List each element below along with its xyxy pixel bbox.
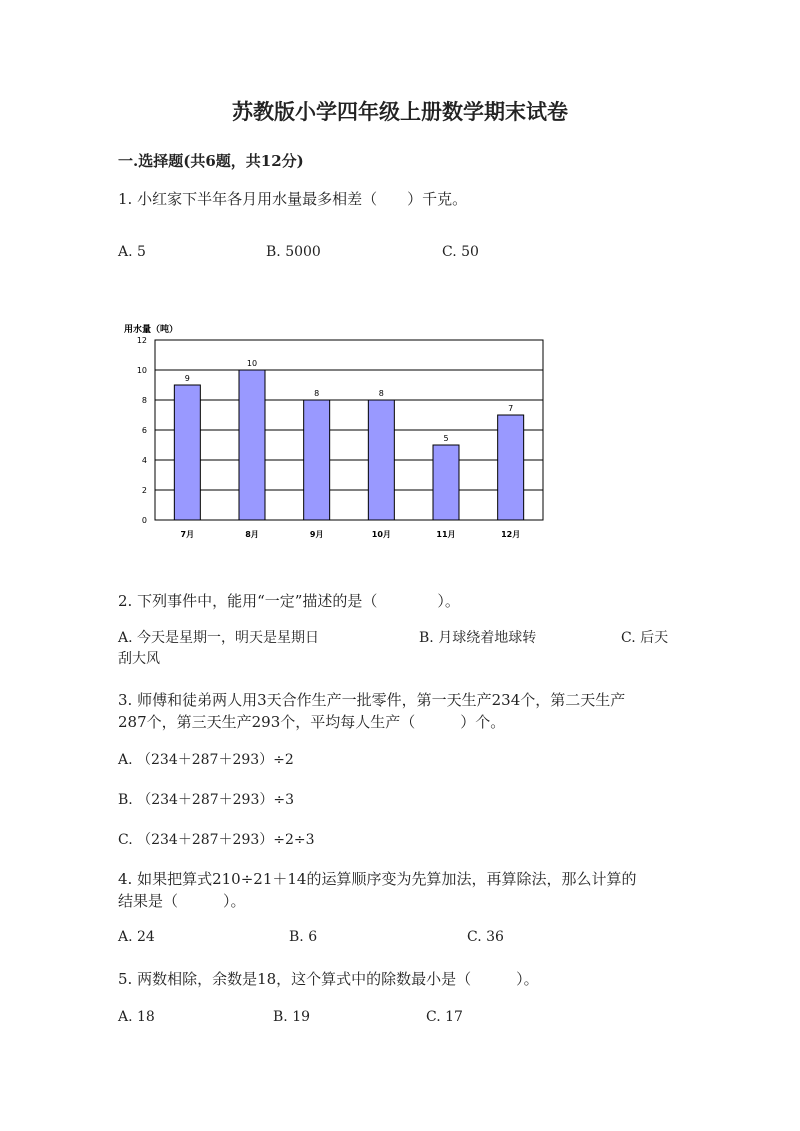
- chart-bar: [498, 415, 524, 520]
- chart-y-tick-label: 2: [141, 486, 147, 495]
- chart-bar: [433, 445, 459, 520]
- page-title: 苏教版小学四年级上册数学期末试卷: [232, 99, 568, 124]
- chart-bars: [174, 370, 523, 520]
- question-3-option-a[interactable]: A. （234＋287＋293）÷2: [118, 752, 294, 768]
- question-5-text: 5. 两数相除，余数是18，这个算式中的除数最小是（ ）。: [118, 970, 539, 988]
- chart-y-axis-label: 用水量（吨）: [124, 325, 179, 335]
- question-2-option-a[interactable]: A. 今天是星期一，明天是星期日: [118, 630, 320, 646]
- question-3-text-line1: 3. 师傅和徒弟两人用3天合作生产一批零件，第一天生产234个，第二天生产: [118, 691, 626, 709]
- chart-y-tick-label: 0: [141, 516, 147, 525]
- question-3-option-c[interactable]: C. （234＋287＋293）÷2÷3: [118, 832, 315, 848]
- question-1-text: 1. 小红家下半年各月用水量最多相差（ ）千克。: [118, 190, 468, 208]
- question-5-option-a[interactable]: A. 18: [118, 1009, 155, 1025]
- chart-x-tick-label: 8月: [245, 530, 259, 539]
- question-1-option-b[interactable]: B. 5000: [266, 244, 321, 260]
- question-3-text-line2: 287个，第三天生产293个，平均每人生产（ ）个。: [118, 713, 506, 731]
- chart-x-tick-label: 10月: [371, 530, 391, 539]
- question-1-option-c[interactable]: C. 50: [442, 244, 479, 260]
- question-4-option-c[interactable]: C. 36: [467, 929, 504, 945]
- chart-data-label: 8: [314, 389, 320, 398]
- chart-y-tick-label: 4: [141, 456, 147, 465]
- question-4-text-line1: 4. 如果把算式210÷21＋14的运算顺序变为先算加法，再算除法，那么计算的: [118, 870, 637, 888]
- chart-data-label: 9: [184, 374, 190, 383]
- chart-x-tick-label: 12月: [501, 530, 521, 539]
- chart-y-ticks: [137, 336, 147, 525]
- chart-x-tick-label: 11月: [436, 530, 456, 539]
- water-usage-chart: [110, 318, 560, 548]
- chart-gridlines: [155, 370, 543, 490]
- question-2-option-c[interactable]: C. 后天: [621, 630, 669, 646]
- question-5-option-b[interactable]: B. 19: [273, 1009, 311, 1025]
- chart-bar: [239, 370, 265, 520]
- chart-x-tick-label: 7月: [180, 530, 195, 539]
- question-5-option-c[interactable]: C. 17: [426, 1009, 463, 1025]
- question-3-option-b[interactable]: B. （234＋287＋293）÷3: [118, 792, 294, 808]
- question-1-option-a[interactable]: A. 5: [118, 244, 146, 260]
- chart-data-label: 10: [246, 359, 258, 368]
- chart-y-tick-label: 10: [136, 366, 147, 375]
- question-4-text-line2: 结果是（ ）。: [118, 892, 246, 910]
- question-2-text: 2. 下列事件中，能用“一定”描述的是（ ）。: [118, 592, 460, 610]
- chart-bar: [304, 400, 330, 520]
- chart-x-tick-label: 9月: [309, 530, 324, 539]
- question-2-option-b[interactable]: B. 月球绕着地球转: [419, 630, 537, 646]
- chart-y-tick-label: 8: [141, 396, 147, 405]
- chart-data-label: 5: [443, 434, 449, 443]
- chart-x-ticks: [181, 530, 521, 539]
- question-2-option-c-continued: 刮大风: [118, 651, 160, 667]
- question-4-option-b[interactable]: B. 6: [289, 929, 318, 945]
- section-heading: 一.选择题(共6题，共12分): [118, 152, 304, 170]
- chart-data-label: 8: [378, 389, 384, 398]
- chart-data-label: 7: [508, 404, 514, 413]
- question-4-option-a[interactable]: A. 24: [118, 929, 155, 945]
- chart-bar: [368, 400, 394, 520]
- chart-bar: [174, 385, 200, 520]
- chart-y-tick-label: 12: [136, 336, 147, 345]
- chart-y-tick-label: 6: [141, 426, 147, 435]
